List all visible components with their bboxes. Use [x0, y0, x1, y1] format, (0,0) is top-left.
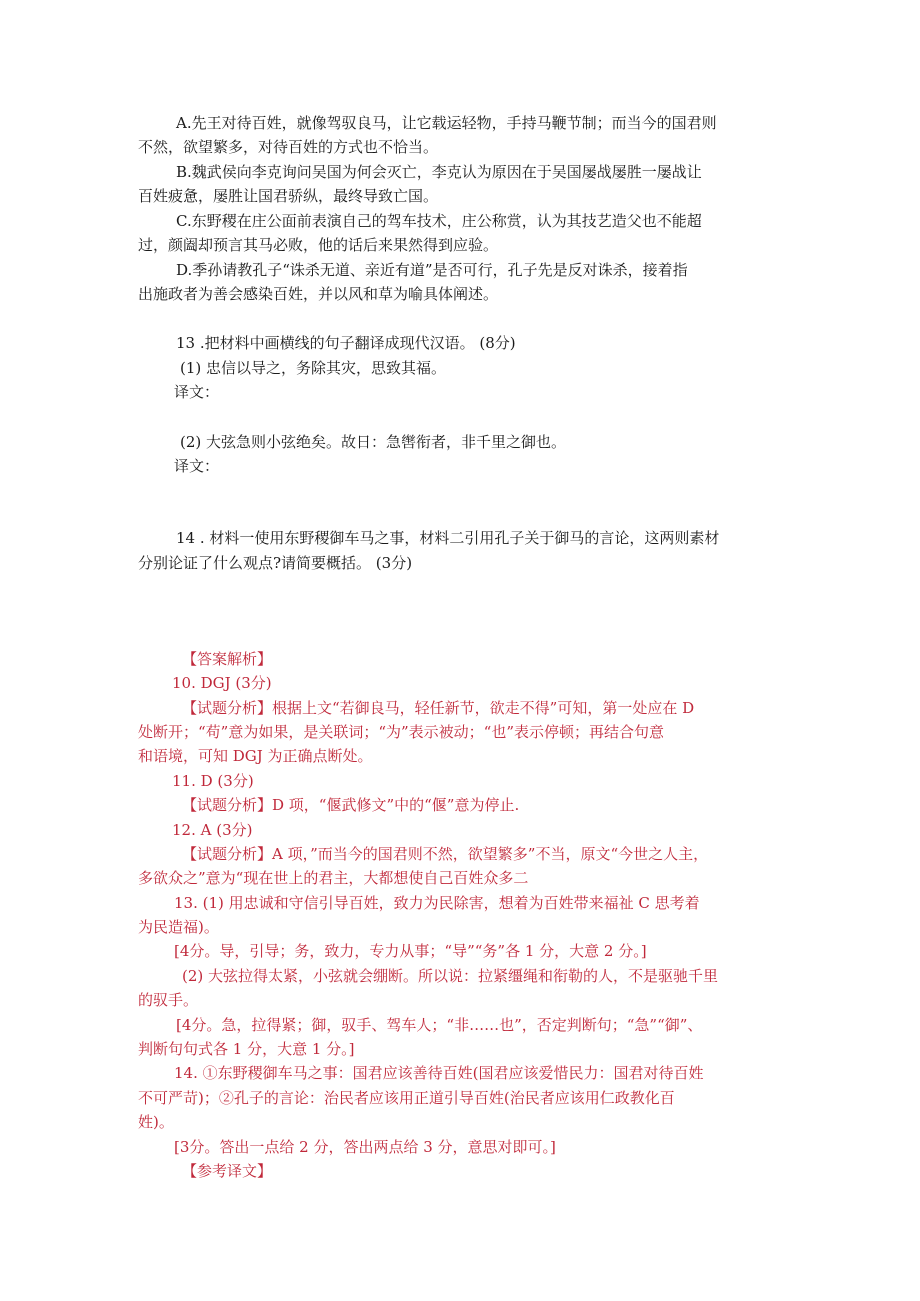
answer-12-analysis-1: 【试题分析】A 项，”而当今的国君则不然，欲望繁多”不当，原文“今世之人主， — [182, 845, 709, 863]
q13-translation-label-1: 译文： — [174, 383, 220, 401]
q14-stem-line2: 分别论证了什么观点?请简要概括。 (3分) — [138, 554, 413, 572]
q13-translation-label-2: 译文： — [174, 457, 220, 475]
answer-14-line2: 不可严苛)；②孔子的言论：治民者应该用正道引导百姓(治民者应该用仁政教化百 — [138, 1089, 675, 1107]
answer-11-analysis: 【试题分析】D 项，“偃武修文”中的“偃”意为停止. — [182, 796, 520, 814]
option-a-line1: A.先王对待百姓，就像驾驭良马，让它载运轻物，手持马鞭节制；而当今的国君则 — [176, 114, 717, 132]
option-b-line1: B.魏武侯向李克询问吴国为何会灭亡，李克认为原因在于吴国屡战屡胜一屡战让 — [176, 163, 702, 181]
q13-stem: 13 .把材料中画横线的句子翻译成现代汉语。 (8分) — [176, 334, 516, 352]
answer-13-line5: 的驭手。 — [138, 991, 199, 1009]
option-d-line1: D.季孙请教孔子“诛杀无道、亲近有道”是否可行，孔子先是反对诛杀，接着指 — [176, 261, 688, 279]
answer-13-line2: 为民造福)。 — [138, 918, 219, 936]
answer-10-analysis-3: 和语境，可知 DGJ 为正确点断处。 — [138, 747, 373, 765]
answer-14-line3: 姓)。 — [138, 1113, 174, 1131]
answer-13-line3: [4分。导，引导；务，致力，专力从事；“导”“务”各 1 分，大意 2 分。] — [174, 942, 647, 960]
q14-stem-line1: 14 . 材料一使用东野稷御车马之事，材料二引用孔子关于御马的言论，这两则素材 — [176, 529, 720, 547]
answer-10: 10. DGJ (3分) — [172, 674, 272, 692]
option-c-line2: 过，颜阖却预言其马必败，他的话后来果然得到应验。 — [138, 236, 499, 254]
answer-10-analysis-2: 处断开；“苟”意为如果，是关联词；“为”表示被动；“也”表示停顿；再结合句意 — [138, 723, 665, 741]
answer-13-line6: [4分。急，拉得紧；御，驭手、驾车人；“非……也”，否定判断句；“急”“御”、 — [176, 1016, 703, 1034]
q13-sentence-1: (1) 忠信以导之，务除其灾，思致其福。 — [180, 359, 447, 377]
answer-header: 【答案解析】 — [182, 650, 273, 668]
q13-sentence-2: (2) 大弦急则小弦绝矣。故日：急辔衔者，非千里之御也。 — [180, 433, 567, 451]
answer-10-analysis-1: 【试题分析】根据上文“若御良马，轻任新节，欲走不得”可知，第一处应在 D — [182, 699, 695, 717]
reference-translation-header: 【参考译文】 — [182, 1162, 273, 1180]
answer-14-line4: [3分。答出一点给 2 分，答出两点给 3 分，意思对即可。] — [174, 1138, 556, 1156]
option-d-line2: 出施政者为善会感染百姓，并以风和草为喻具体阐述。 — [138, 285, 499, 303]
answer-14-line1: 14. ①东野稷御车马之事：国君应该善待百姓(国君应该爱惜民力：国君对待百姓 — [174, 1064, 704, 1082]
option-a-line2: 不然，欲望繁多，对待百姓的方式也不恰当。 — [138, 138, 439, 156]
answer-13-line7: 判断句句式各 1 分，大意 1 分。] — [138, 1040, 355, 1058]
option-b-line2: 百姓疲惫，屡胜让国君骄纵，最终导致亡国。 — [138, 187, 439, 205]
answer-12: 12. A (3分) — [172, 821, 253, 839]
option-c-line1: C.东野稷在庄公面前表演自己的驾车技术，庄公称赏，认为其技艺造父也不能超 — [176, 212, 702, 230]
answer-13-line4: (2) 大弦拉得太紧，小弦就会绷断。所以说：拉紧缰绳和衔勒的人，不是驱驰千里 — [182, 967, 719, 985]
answer-12-analysis-2: 多欲众之”意为“现在世上的君主，大都想使自己百姓众多二 — [138, 869, 529, 887]
answer-11: 11. D (3分) — [172, 772, 254, 790]
answer-13-line1: 13. (1) 用忠诚和守信引导百姓，致力为民除害，想着为百姓带来福祉 C 思考着 — [174, 894, 700, 912]
